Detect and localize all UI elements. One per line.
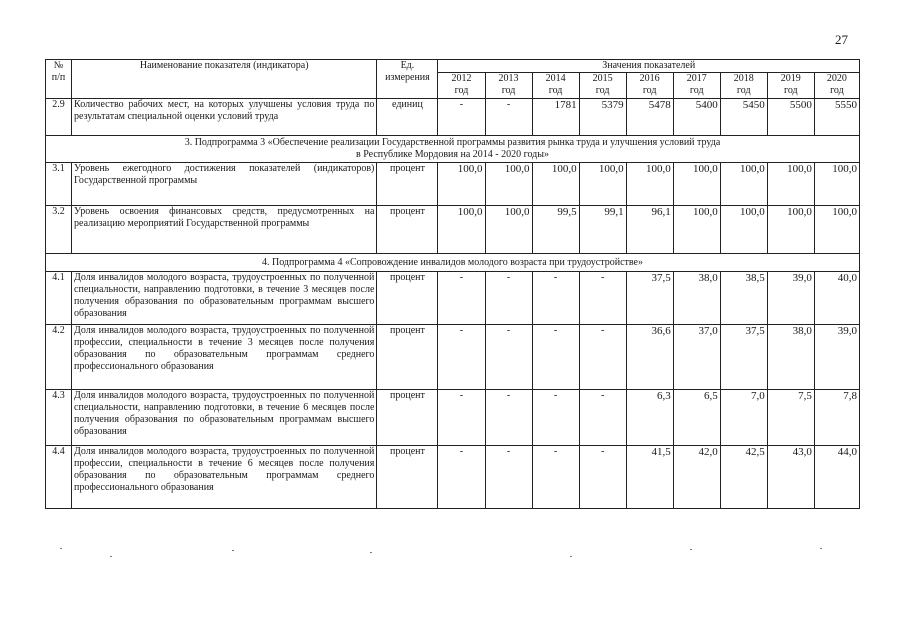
section-row: [46, 136, 860, 163]
value-cell: 5379: [579, 99, 626, 136]
value-cell: -: [485, 446, 532, 509]
section-heading: 3. Подпрограмма 3 «Обеспечение реализации Государственной программы развития рынка труда и улучшения условий труда в Республике Мордовия на 2014 - 2020 годы»: [46, 136, 860, 163]
scan-speck: [690, 549, 692, 550]
section-row: [46, 254, 860, 272]
value-cell: -: [485, 272, 532, 325]
value-cell: -: [532, 325, 579, 390]
value-cell: 100,0: [673, 163, 720, 206]
header-values-title: Значения показателей: [438, 60, 860, 73]
value-cell: -: [579, 390, 626, 446]
header-year-2015: 2015 год: [579, 73, 626, 99]
value-cell: 100,0: [814, 206, 859, 254]
scan-speck: [570, 556, 572, 557]
section-heading: 4. Подпрограмма 4 «Сопровождение инвалидов молодого возраста при трудоустройстве»: [46, 254, 860, 272]
row-number: 3.2: [46, 206, 72, 254]
indicator-name: Доля инвалидов молодого возраста, трудоустроенных по полученной специальности, направлению подготовки, в течение 3 месяцев после получения образования по образовательным программам высшего образования: [72, 272, 377, 325]
value-cell: 100,0: [673, 206, 720, 254]
header-year-2020: 2020 год: [814, 73, 859, 99]
value-cell: 5550: [814, 99, 859, 136]
value-cell: 100,0: [438, 163, 485, 206]
value-cell: 100,0: [814, 163, 859, 206]
value-cell: 38,0: [767, 325, 814, 390]
page-number: 27: [835, 32, 848, 47]
header-year-2013: 2013 год: [485, 73, 532, 99]
value-cell: 5478: [626, 99, 673, 136]
value-cell: -: [438, 446, 485, 509]
header-year-2019: 2019 год: [767, 73, 814, 99]
value-cell: -: [438, 272, 485, 325]
value-cell: 5500: [767, 99, 814, 136]
indicator-name: Доля инвалидов молодого возраста, трудоустроенных по полученной профессии, специальности в течение 3 месяцев после получения образования по образовательным программам среднего профессионального образования: [72, 325, 377, 390]
header-year-2012: 2012 год: [438, 73, 485, 99]
table-row: [46, 325, 860, 390]
header-year-2018: 2018 год: [720, 73, 767, 99]
header-unit: Ед. измерения: [377, 60, 438, 99]
value-cell: 100,0: [720, 163, 767, 206]
indicator-unit: процент: [377, 163, 438, 206]
value-cell: 38,5: [720, 272, 767, 325]
value-cell: 41,5: [626, 446, 673, 509]
scan-speck: [370, 552, 372, 553]
table-row: [46, 206, 860, 254]
value-cell: 100,0: [532, 163, 579, 206]
value-cell: 99,5: [532, 206, 579, 254]
value-cell: 39,0: [767, 272, 814, 325]
value-cell: 100,0: [767, 206, 814, 254]
table-row: [46, 390, 860, 446]
value-cell: 6,3: [626, 390, 673, 446]
table-row: [46, 163, 860, 206]
value-cell: -: [579, 272, 626, 325]
indicator-unit: единиц: [377, 99, 438, 136]
indicators-table: [45, 59, 860, 509]
indicator-unit: процент: [377, 325, 438, 390]
table-row: [46, 446, 860, 509]
header-num: № п/п: [46, 60, 72, 99]
value-cell: 5450: [720, 99, 767, 136]
value-cell: 7,0: [720, 390, 767, 446]
indicator-unit: процент: [377, 390, 438, 446]
value-cell: 6,5: [673, 390, 720, 446]
value-cell: 100,0: [720, 206, 767, 254]
value-cell: -: [438, 325, 485, 390]
value-cell: 42,0: [673, 446, 720, 509]
scan-speck: [60, 548, 62, 549]
indicator-name: Уровень освоения финансовых средств, предусмотренных на реализацию мероприятий Государственной программы: [72, 206, 377, 254]
value-cell: 7,5: [767, 390, 814, 446]
indicator-name: Уровень ежегодного достижения показателей (индикаторов) Государственной программы: [72, 163, 377, 206]
value-cell: 37,5: [626, 272, 673, 325]
table-row: [46, 272, 860, 325]
indicator-name: Доля инвалидов молодого возраста, трудоустроенных по полученной специальности, направлению подготовки, в течение 6 месяцев после получения образования по образовательным программам высшего образования: [72, 390, 377, 446]
value-cell: 100,0: [626, 163, 673, 206]
indicator-name: Количество рабочих мест, на которых улучшены условия труда по результатам специальной оценки условий труда: [72, 99, 377, 136]
value-cell: -: [532, 390, 579, 446]
value-cell: 42,5: [720, 446, 767, 509]
value-cell: 100,0: [767, 163, 814, 206]
value-cell: 37,0: [673, 325, 720, 390]
value-cell: 36,6: [626, 325, 673, 390]
value-cell: -: [579, 325, 626, 390]
value-cell: -: [485, 325, 532, 390]
indicator-unit: процент: [377, 206, 438, 254]
value-cell: 44,0: [814, 446, 859, 509]
header-name: Наименование показателя (индикатора): [72, 60, 377, 99]
value-cell: 100,0: [485, 206, 532, 254]
value-cell: 99,1: [579, 206, 626, 254]
scan-speck: [820, 548, 822, 549]
value-cell: 40,0: [814, 272, 859, 325]
value-cell: -: [485, 390, 532, 446]
value-cell: -: [438, 390, 485, 446]
indicator-unit: процент: [377, 272, 438, 325]
row-number: 4.3: [46, 390, 72, 446]
table-row: [46, 99, 860, 136]
row-number: 4.2: [46, 325, 72, 390]
value-cell: 7,8: [814, 390, 859, 446]
value-cell: 39,0: [814, 325, 859, 390]
value-cell: 100,0: [438, 206, 485, 254]
header-year-2016: 2016 год: [626, 73, 673, 99]
indicator-name: Доля инвалидов молодого возраста, трудоустроенных по полученной профессии, специальности в течение 6 месяцев после получения образования по образовательным программам среднего профессионального образования: [72, 446, 377, 509]
header-year-2017: 2017 год: [673, 73, 720, 99]
value-cell: 38,0: [673, 272, 720, 325]
value-cell: 5400: [673, 99, 720, 136]
value-cell: 37,5: [720, 325, 767, 390]
scan-speck: [232, 550, 234, 551]
value-cell: -: [485, 99, 532, 136]
value-cell: 100,0: [579, 163, 626, 206]
value-cell: 96,1: [626, 206, 673, 254]
value-cell: -: [438, 99, 485, 136]
value-cell: -: [532, 272, 579, 325]
indicator-unit: процент: [377, 446, 438, 509]
value-cell: 100,0: [485, 163, 532, 206]
header-year-2014: 2014 год: [532, 73, 579, 99]
row-number: 4.4: [46, 446, 72, 509]
row-number: 3.1: [46, 163, 72, 206]
value-cell: 43,0: [767, 446, 814, 509]
row-number: 4.1: [46, 272, 72, 325]
value-cell: 1781: [532, 99, 579, 136]
row-number: 2.9: [46, 99, 72, 136]
scan-speck: [110, 556, 112, 557]
value-cell: -: [579, 446, 626, 509]
value-cell: -: [532, 446, 579, 509]
